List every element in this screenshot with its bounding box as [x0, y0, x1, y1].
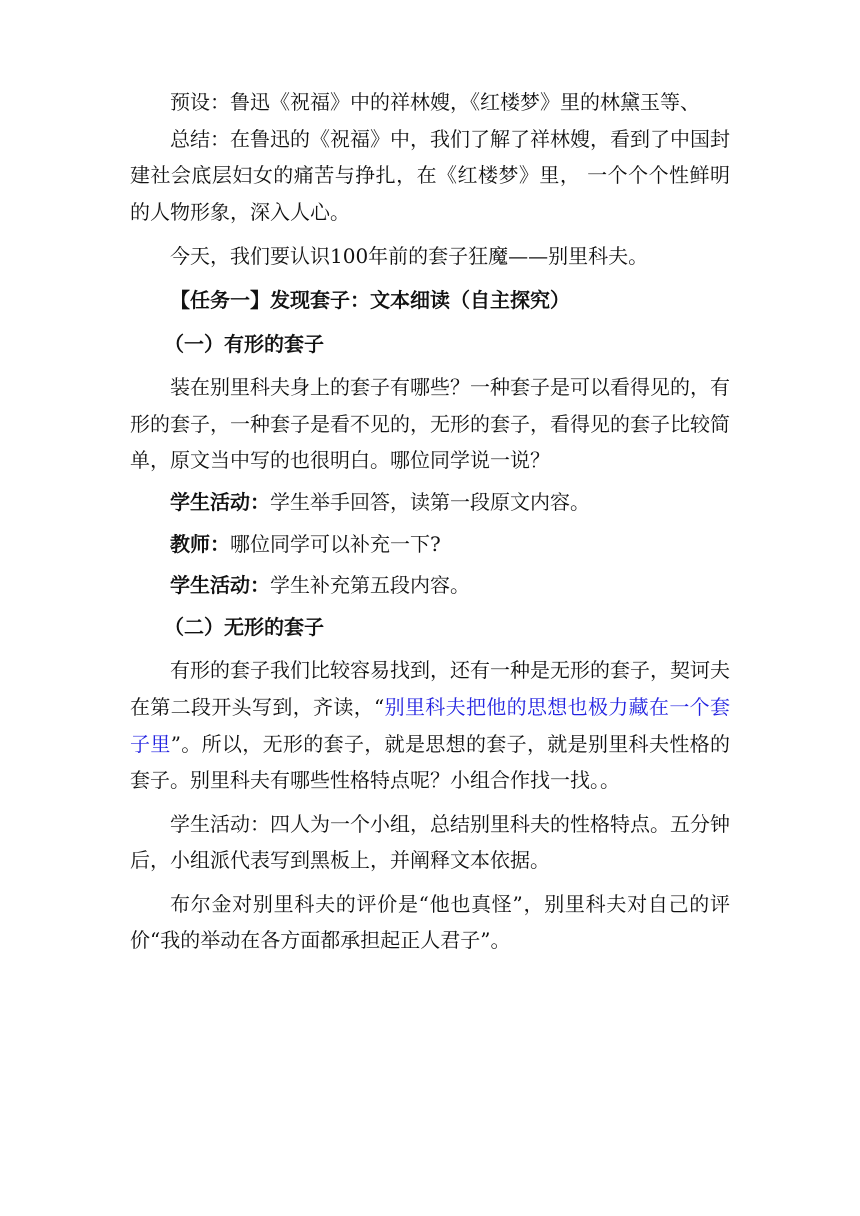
intro-paragraph: 今天，我们要认识100年前的套子狂魔——别里科夫。	[170, 244, 649, 269]
student-activity-label: 学生活动：	[170, 489, 270, 514]
quoted-text: 别里科夫把他的思想也极力藏在一个套子里	[130, 694, 730, 756]
section-heading-visible-cover: （一）有形的套子	[164, 331, 324, 356]
visible-cover-paragraph: 装在别里科夫身上的套子有哪些？一种套子是可以看得见的，有形的套子，一种套子是看不见的，无形的套子，看得见的套子比较简单，原文当中写的也很明白。哪位同学说一说？	[130, 375, 730, 473]
teacher-text: 哪位同学可以补充一下?	[230, 531, 441, 556]
evaluation-paragraph: 布尔金对别里科夫的评价是“他也真怪”，别里科夫对自己的评价“我的举动在各方面都承担起正人君子”。	[130, 891, 730, 953]
student-activity-text: 学生补充第五段内容。	[270, 573, 470, 598]
summary-paragraph: 总结：在鲁迅的《祝福》中，我们了解了祥林嫂，看到了中国封建社会底层妇女的痛苦与挣扎，在《红楼梦》里， 一个个个性鲜明的人物形象，深入人心。	[130, 126, 730, 224]
invisible-cover-text-before: 有形的套子我们比较容易找到，还有一种是无形的套子，契诃夫在第二段开头写到，齐读，“	[130, 658, 730, 719]
task-heading: 【任务一】发现套子：文本细读（自主探究）	[170, 287, 570, 312]
student-activity-text: 学生举手回答，读第一段原文内容。	[270, 489, 590, 514]
group-activity-paragraph: 学生活动：四人为一个小组，总结别里科夫的性格特点。五分钟后，小组派代表写到黑板上，并阐释文本依据。	[130, 811, 730, 873]
invisible-cover-paragraph	[130, 652, 730, 798]
student-activity-2	[130, 567, 730, 604]
teacher-label: 教师：	[170, 531, 230, 556]
invisible-cover-text-after: ”。所以，无形的套子，就是思想的套子，就是别里科夫性格的套子。别里科夫有哪些性格特点呢？小组合作找一找。。	[130, 731, 731, 793]
teacher-line	[130, 526, 730, 563]
student-activity-1	[130, 484, 730, 521]
student-activity-label: 学生活动：	[170, 573, 270, 598]
section-heading-invisible-cover: （二）无形的套子	[164, 614, 324, 639]
preset-paragraph: 预设：鲁迅《祝福》中的祥林嫂，《红楼梦》里的林黛玉等、	[170, 90, 700, 114]
document-body	[130, 84, 730, 959]
